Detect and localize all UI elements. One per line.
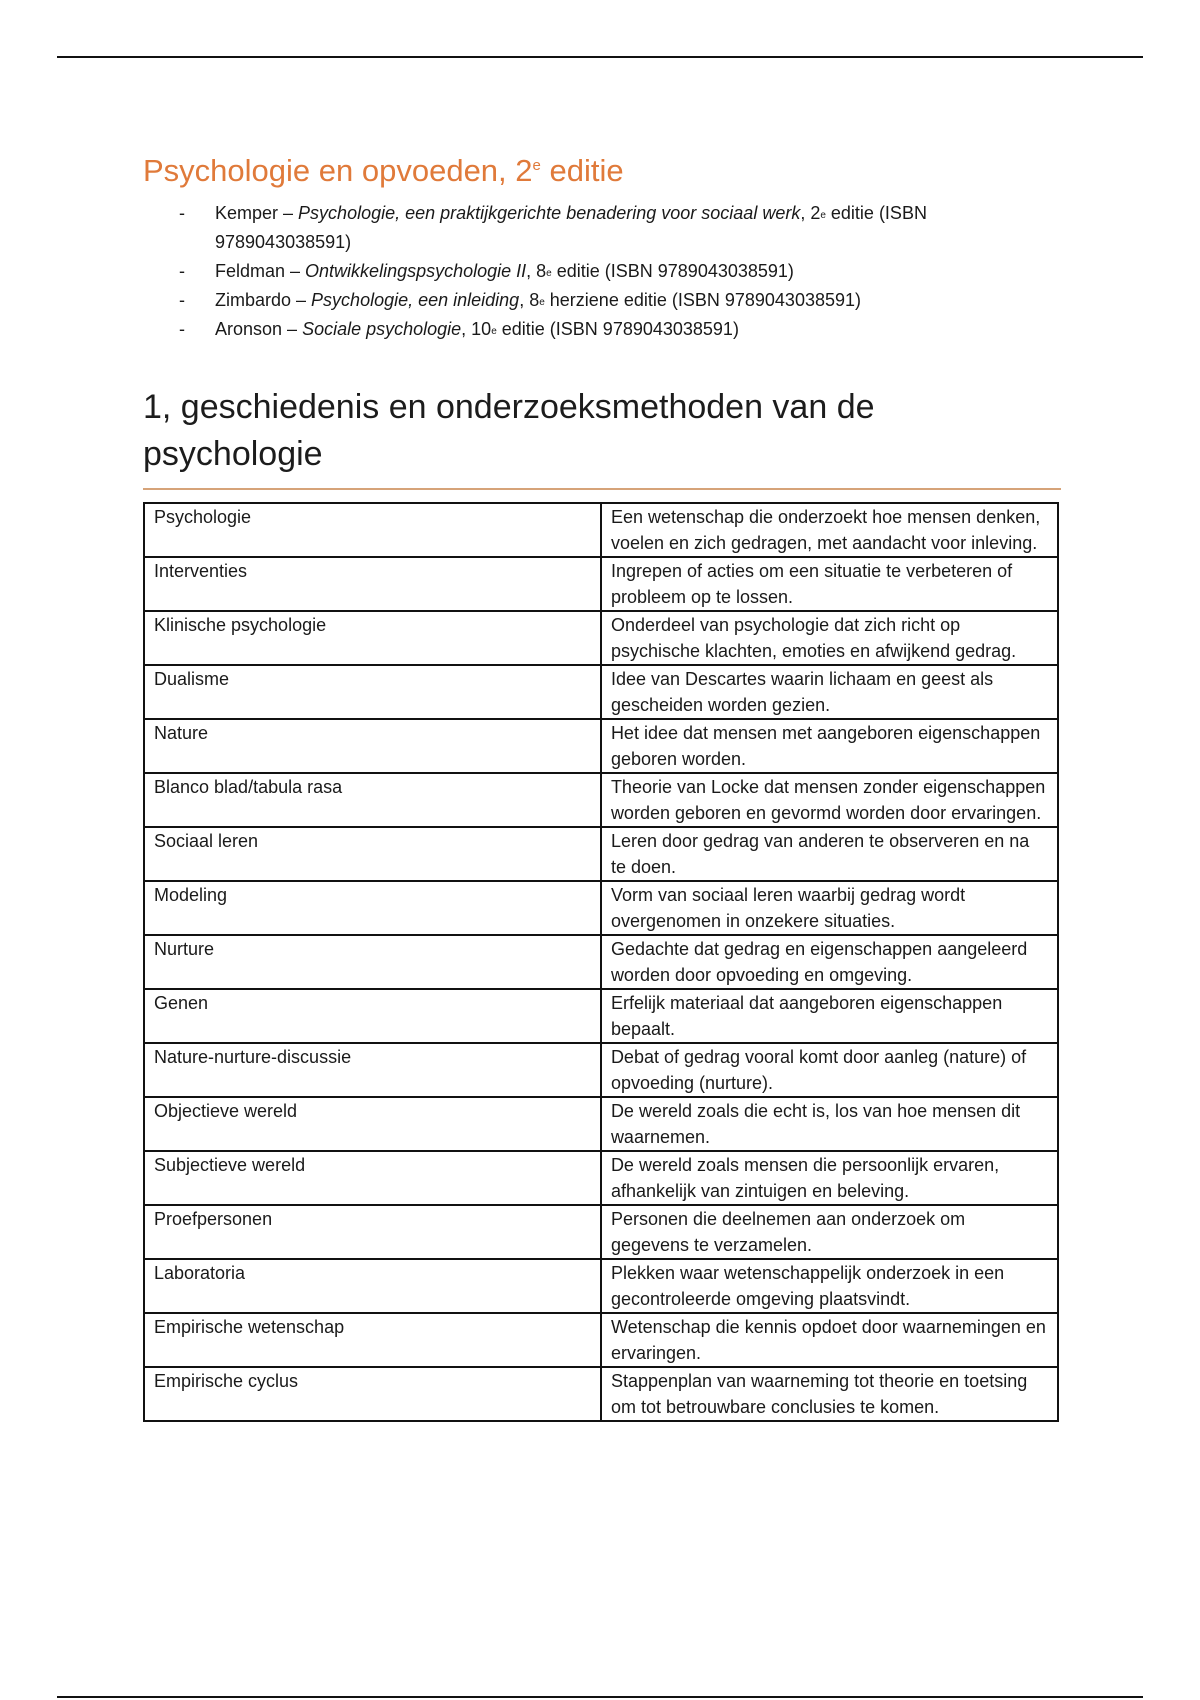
- table-row: [144, 935, 1058, 989]
- table-row: [144, 1205, 1058, 1259]
- reference-item: [143, 315, 1061, 344]
- document-title-superscript: e: [532, 157, 541, 174]
- list-dash: -: [179, 289, 185, 310]
- term-cell: Subjectieve wereld: [144, 1151, 601, 1205]
- term-cell: Interventies: [144, 557, 601, 611]
- table-row: [144, 881, 1058, 935]
- term-cell: Laboratoria: [144, 1259, 601, 1313]
- reference-edition-suffix: editie (ISBN 9789043038591): [215, 202, 927, 252]
- table-row: [144, 719, 1058, 773]
- list-dash: -: [179, 202, 185, 223]
- definition-cell: Leren door gedrag van anderen te observeren en na te doen.: [601, 827, 1058, 881]
- reference-work: Psychologie, een inleiding: [311, 289, 520, 310]
- reference-item: [143, 257, 1061, 286]
- term-cell: Nurture: [144, 935, 601, 989]
- reference-item: [143, 199, 1061, 257]
- term-cell: Objectieve wereld: [144, 1097, 601, 1151]
- glossary-table: [143, 502, 1059, 1422]
- table-row: [144, 1097, 1058, 1151]
- definition-cell: Idee van Descartes waarin lichaam en geest als gescheiden worden gezien.: [601, 665, 1058, 719]
- document-title-main: Psychologie en opvoeden, 2: [143, 153, 533, 188]
- table-row: [144, 503, 1058, 557]
- definition-cell: Onderdeel van psychologie dat zich richt op psychische klachten, emoties en afwijkend gedrag.: [601, 611, 1058, 665]
- reference-edition-suffix: herziene editie (ISBN 9789043038591): [544, 289, 862, 310]
- definition-cell: Wetenschap die kennis opdoet door waarnemingen en ervaringen.: [601, 1313, 1058, 1367]
- table-row: [144, 989, 1058, 1043]
- chapter-underline: [143, 488, 1061, 490]
- definition-cell: De wereld zoals mensen die persoonlijk ervaren, afhankelijk van zintuigen en beleving.: [601, 1151, 1058, 1205]
- term-cell: Empirische wetenschap: [144, 1313, 601, 1367]
- definition-cell: De wereld zoals die echt is, los van hoe mensen dit waarnemen.: [601, 1097, 1058, 1151]
- definition-cell: Plekken waar wetenschappelijk onderzoek in een gecontroleerde omgeving plaatsvindt.: [601, 1259, 1058, 1313]
- term-cell: Blanco blad/tabula rasa: [144, 773, 601, 827]
- reference-edition-prefix: , 10: [461, 318, 492, 339]
- page-top-rule: [57, 56, 1143, 58]
- reference-edition-prefix: , 8: [519, 289, 540, 310]
- term-cell: Klinische psychologie: [144, 611, 601, 665]
- definition-cell: Erfelijk materiaal dat aangeboren eigenschappen bepaalt.: [601, 989, 1058, 1043]
- term-cell: Dualisme: [144, 665, 601, 719]
- reference-edition-suffix: editie (ISBN 9789043038591): [551, 260, 794, 281]
- table-row: [144, 1367, 1058, 1421]
- reference-edition-suffix: editie (ISBN 9789043038591): [496, 318, 739, 339]
- term-cell: Proefpersonen: [144, 1205, 601, 1259]
- table-row: [144, 1043, 1058, 1097]
- table-row: [144, 1151, 1058, 1205]
- table-row: [144, 665, 1058, 719]
- table-row: [144, 773, 1058, 827]
- page-bottom-rule: [57, 1696, 1143, 1698]
- list-dash: -: [179, 318, 185, 339]
- definition-cell: Ingrepen of acties om een situatie te verbeteren of probleem op te lossen.: [601, 557, 1058, 611]
- definition-cell: Debat of gedrag vooral komt door aanleg (nature) of opvoeding (nurture).: [601, 1043, 1058, 1097]
- table-row: [144, 1313, 1058, 1367]
- term-cell: Sociaal leren: [144, 827, 601, 881]
- reference-edition-sup: e: [491, 325, 497, 337]
- term-cell: Nature-nurture-discussie: [144, 1043, 601, 1097]
- reference-work: Sociale psychologie: [302, 318, 462, 339]
- term-cell: Empirische cyclus: [144, 1367, 601, 1421]
- reference-list: [143, 199, 1061, 344]
- reference-work: Psychologie, een praktijkgerichte benadering voor sociaal werk: [298, 202, 801, 223]
- reference-item: [143, 286, 1061, 315]
- term-cell: Genen: [144, 989, 601, 1043]
- definition-cell: Vorm van sociaal leren waarbij gedrag wordt overgenomen in onzekere situaties.: [601, 881, 1058, 935]
- reference-edition-prefix: , 2: [800, 202, 821, 223]
- definition-cell: Gedachte dat gedrag en eigenschappen aangeleerd worden door opvoeding en omgeving.: [601, 935, 1058, 989]
- reference-author: Zimbardo –: [215, 289, 312, 310]
- definition-cell: Het idee dat mensen met aangeboren eigenschappen geboren worden.: [601, 719, 1058, 773]
- definition-cell: Theorie van Locke dat mensen zonder eigenschappen worden geboren en gevormd worden door ervaringen.: [601, 773, 1058, 827]
- definition-cell: Een wetenschap die onderzoekt hoe mensen denken, voelen en zich gedragen, met aandacht voor inleving.: [601, 503, 1058, 557]
- reference-edition-sup: e: [539, 296, 545, 308]
- page-content: [143, 153, 1061, 1422]
- term-cell: Nature: [144, 719, 601, 773]
- chapter-title: 1, geschiedenis en onderzoeksmethoden van de psychologie: [143, 387, 875, 473]
- table-row: [144, 611, 1058, 665]
- table-row: [144, 1259, 1058, 1313]
- term-cell: Modeling: [144, 881, 601, 935]
- reference-edition-sup: e: [820, 209, 826, 221]
- reference-author: Feldman –: [215, 260, 306, 281]
- reference-author: Aronson –: [215, 318, 303, 339]
- definition-cell: Stappenplan van waarneming tot theorie en toetsing om tot betrouwbare conclusies te komen.: [601, 1367, 1058, 1421]
- reference-work: Ontwikkelingspsychologie II: [305, 260, 527, 281]
- term-cell: Psychologie: [144, 503, 601, 557]
- document-title-suffix: editie: [540, 153, 624, 188]
- reference-edition-sup: e: [546, 267, 552, 279]
- reference-author: Kemper –: [215, 202, 299, 223]
- document-title: [143, 153, 1061, 189]
- list-dash: -: [179, 260, 185, 281]
- reference-edition-prefix: , 8: [526, 260, 547, 281]
- table-row: [144, 827, 1058, 881]
- definition-cell: Personen die deelnemen aan onderzoek om gegevens te verzamelen.: [601, 1205, 1058, 1259]
- table-row: [144, 557, 1058, 611]
